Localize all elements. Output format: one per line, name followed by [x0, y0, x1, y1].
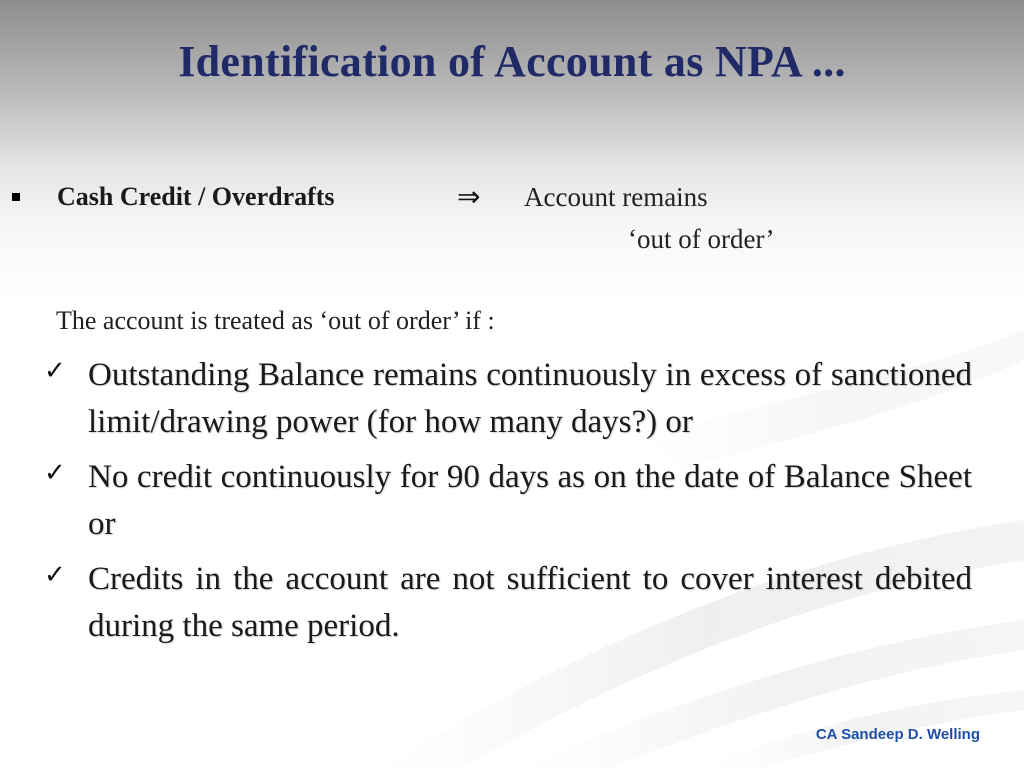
condition-list [44, 352, 972, 658]
condition-item [44, 556, 972, 650]
checkmark-icon: ✓ [44, 356, 66, 386]
facility-condition-line2: ‘out of order’ [628, 224, 775, 254]
condition-text: Credits in the account are not sufficient to cover interest debited during the same period. [88, 561, 972, 644]
intro-text: The account is treated as ‘out of order’ if : [56, 306, 495, 335]
condition-text: Outstanding Balance remains continuously in excess of sanctioned limit/drawing power (for how many days?) or [88, 357, 972, 440]
slide-title: Identification of Account as NPA ... [178, 37, 846, 86]
facility-label: Cash Credit / Overdrafts [57, 182, 335, 211]
author-footer: CA Sandeep D. Welling [815, 726, 980, 743]
facility-condition-line1: Account remains [524, 182, 708, 212]
condition-item [44, 454, 972, 548]
implies-arrow-icon: ⇒ [457, 182, 481, 213]
checkmark-icon: ✓ [44, 458, 66, 488]
square-bullet-icon [12, 193, 20, 201]
condition-text: No credit continuously for 90 days as on the date of Balance Sheet or [88, 459, 972, 542]
checkmark-icon: ✓ [44, 560, 66, 590]
condition-item [44, 352, 972, 446]
